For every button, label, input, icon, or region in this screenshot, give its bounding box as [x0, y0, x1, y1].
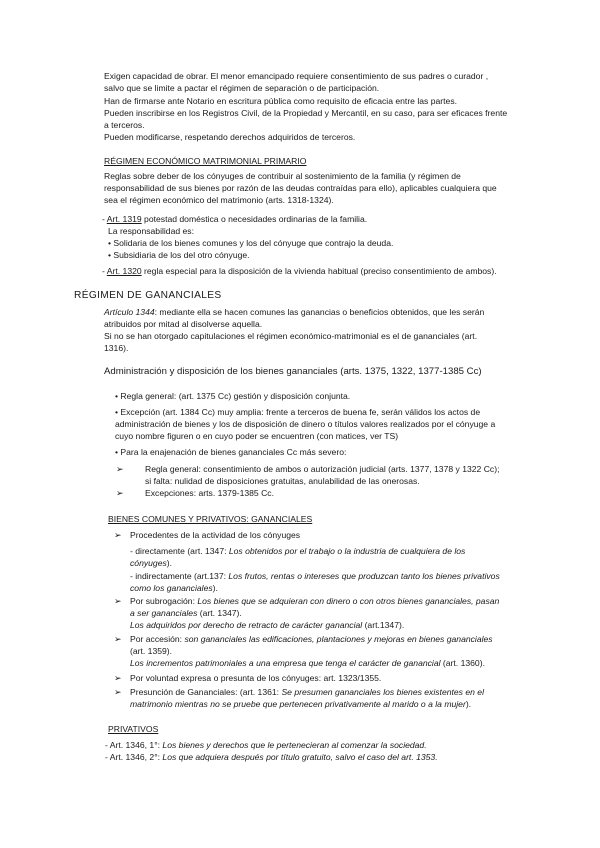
quote-text: cónyuges — [130, 558, 167, 568]
privativo-item — [105, 740, 427, 752]
article-text: : mediante ella se hacen comunes las ganancias o beneficios obtenidos, que les serán — [154, 307, 485, 317]
intro-line: Han de firmarse ante Notario en escritura pública como requisito de eficacia entre las partes. — [104, 96, 457, 106]
arrow-icon: ➢ — [116, 488, 124, 498]
paragraph-line — [130, 571, 500, 583]
arrow-icon: ➢ — [114, 596, 122, 606]
arrow-icon: ➢ — [114, 673, 122, 683]
quote-text: a ser gananciales — [130, 608, 198, 618]
arrow-item — [116, 464, 546, 488]
text-span: ). — [465, 699, 472, 709]
arrow-text — [130, 699, 471, 711]
quote-text: Los incrementos patrimoniales a una empresa que tenga el carácter de ganancial — [130, 658, 441, 668]
quote-text: Los que adquiera después por título gratuito, salvo el caso del art. 1353. — [162, 752, 438, 762]
paragraph-line: atribuidos por mitad al disolverse aquella. — [104, 319, 263, 329]
paragraph-line: sea el régimen económico del matrimonio (arts. 1318-1324). — [104, 195, 334, 205]
bullet-item — [115, 407, 480, 419]
quote-text: Los obtenidos por el trabajo o la industria de cualquiera de los — [228, 546, 466, 556]
quote-text: Se presumen gananciales los bienes existentes en el — [281, 687, 484, 697]
text-span: ). — [212, 583, 218, 593]
arrow-icon: ➢ — [116, 464, 124, 474]
article-ref: Art. 1319 — [106, 214, 142, 224]
paragraph-line — [130, 583, 218, 595]
responsibility-label: La responsabilidad es: — [108, 226, 194, 236]
section-heading: RÉGIMEN ECONÓMICO MATRIMONIAL PRIMARIO — [104, 156, 307, 166]
arrow-icon: ➢ — [114, 530, 122, 540]
arrow-icon: ➢ — [114, 687, 122, 697]
bullet-text: Para la enajenación de bienes gananciales Cc más severo: — [120, 447, 347, 457]
article-text: regla especial para la disposición de la vivienda habitual (preciso consentimiento de ambos). — [141, 266, 497, 276]
dash: - — [102, 266, 107, 276]
text-span: ). — [166, 558, 173, 568]
text-span: - Art. 1346, 2°: — [105, 752, 163, 762]
bullet-item — [108, 238, 393, 250]
bullet-text: Excepción (art. 1384 Cc) muy amplia: frente a terceros de buena fe, serán válidos los actos de — [120, 407, 481, 417]
intro-line: Exigen capacidad de obrar. El menor emancipado requiere consentimiento de sus padres o curador , — [104, 71, 489, 81]
paragraph-line — [130, 558, 172, 570]
bullet-item — [115, 391, 350, 403]
paragraph-line: 1316). — [104, 343, 129, 353]
quote-text: Los bienes y derechos que le pertenecieran al comenzar la sociedad. — [162, 740, 427, 750]
bullet-icon: • — [108, 238, 112, 248]
text-span: - Art. 1346, 1°: — [105, 740, 163, 750]
intro-line: a terceros. — [104, 120, 145, 130]
article-item — [102, 214, 367, 226]
section-heading: RÉGIMEN DE GANANCIALES — [74, 290, 222, 301]
quote-text: Los bienes que se adquieran con dinero o con otros bienes gananciales, pasan — [197, 596, 500, 606]
bullet-item — [108, 250, 250, 262]
arrow-text — [130, 620, 404, 632]
arrow-text: si falta: nulidad de disposiciones gratuitas, anulabilidad de las onerosas. — [145, 476, 420, 486]
arrow-item — [116, 488, 546, 500]
bullet-icon: • — [115, 391, 119, 401]
arrow-icon: ➢ — [114, 634, 122, 644]
paragraph-line: Si no se han otorgado capitulaciones el régimen económico-matrimonial es el de gananciales (art. — [104, 331, 478, 341]
arrow-text — [130, 608, 242, 620]
arrow-text: (art. 1359). — [130, 646, 173, 656]
text-span: Por accesión: — [130, 634, 185, 644]
privativo-item — [105, 752, 438, 764]
text-span: - indirectamente (art.137: — [130, 571, 229, 581]
article-1344 — [104, 307, 484, 319]
text-span: (art. 1347). — [197, 608, 242, 618]
arrow-text: Procedentes de la actividad de los cónyuges — [130, 530, 301, 540]
intro-line: salvo que se limite a pactar el régimen de separación o de participación. — [104, 83, 380, 93]
paragraph-line — [130, 546, 527, 558]
paragraph-line: administración de bienes y los de disposición de dinero o títulos valores realizados por el cónyuge a — [115, 419, 496, 429]
text-span: (art.1347). — [362, 620, 405, 630]
arrow-text: Excepciones: arts. 1379-1385 Cc. — [145, 488, 274, 498]
arrow-text — [130, 596, 499, 608]
paragraph-line: responsabilidad de sus bienes por razón de las deudas contraídas para ello), aplicables cualquiera que — [104, 183, 497, 193]
bullet-item — [115, 447, 346, 459]
text-span: Por subrogación: — [130, 596, 198, 606]
quote-text: Los adquiridos por derecho de retracto de carácter ganancial — [130, 620, 363, 630]
text-span: (art. 1360). — [440, 658, 485, 668]
article-text: potestad doméstica o necesidades ordinarias de la familia. — [141, 214, 368, 224]
quote-text: Los frutos, rentas o intereses que produzcan tanto los bienes privativos — [228, 571, 500, 581]
bullet-icon: • — [115, 407, 119, 417]
article-label: Artículo 1344 — [104, 307, 155, 317]
bullet-text: Solidaria de los bienes comunes y los del cónyuge que contrajo la deuda. — [113, 238, 394, 248]
quote-text: matrimonio mientras no se pruebe que pertenecen privativamente al marido o a la mujer — [130, 699, 466, 709]
paragraph-line: Reglas sobre deber de los cónyuges de contribuir al sostenimiento de la familia (y régimen de — [104, 171, 461, 181]
article-item — [102, 266, 497, 278]
bullet-icon: • — [108, 250, 112, 260]
text-span: - directamente (art. 1347: — [130, 546, 229, 556]
arrow-text: Regla general: consentimiento de ambos o autorización judicial (arts. 1377, 1378 y 1322 Cc); — [145, 464, 500, 474]
bullet-icon: • — [115, 447, 119, 457]
arrow-text: Por voluntad expresa o presunta de los cónyuges: art. 1323/1355. — [130, 673, 382, 683]
intro-line: Pueden inscribirse en los Registros Civil, de la Propiedad y Mercantil, en su caso, para ser eficaces frente — [104, 108, 508, 118]
quote-text: como los gananciales — [130, 583, 213, 593]
paragraph-line: cuyo nombre figuren o en cuyo poder se encuentren (con matices, ver TS) — [115, 431, 399, 441]
intro-line: Pueden modificarse, respetando derechos adquiridos de terceros. — [104, 132, 356, 142]
article-ref: Art. 1320 — [106, 266, 142, 276]
subsection-heading: Administración y disposición de los bienes gananciales (arts. 1375, 1322, 1377-1385 Cc) — [104, 366, 482, 377]
arrow-text — [130, 687, 484, 699]
quote-text: son gananciales las edificaciones, plantaciones y mejoras en bienes gananciales — [184, 634, 493, 644]
section-heading: BIENES COMUNES Y PRIVATIVOS: GANANCIALES — [108, 514, 313, 524]
arrow-text — [130, 634, 493, 646]
text-span: Presunción de Gananciales: (art. 1361: — [130, 687, 282, 697]
section-heading: PRIVATIVOS — [108, 724, 159, 734]
bullet-text: Subsidiaria de los del otro cónyuge. — [113, 250, 250, 260]
arrow-text — [130, 658, 485, 670]
bullet-text: Regla general: (art. 1375 Cc) gestión y disposición conjunta. — [120, 391, 351, 401]
dash: - — [102, 214, 107, 224]
